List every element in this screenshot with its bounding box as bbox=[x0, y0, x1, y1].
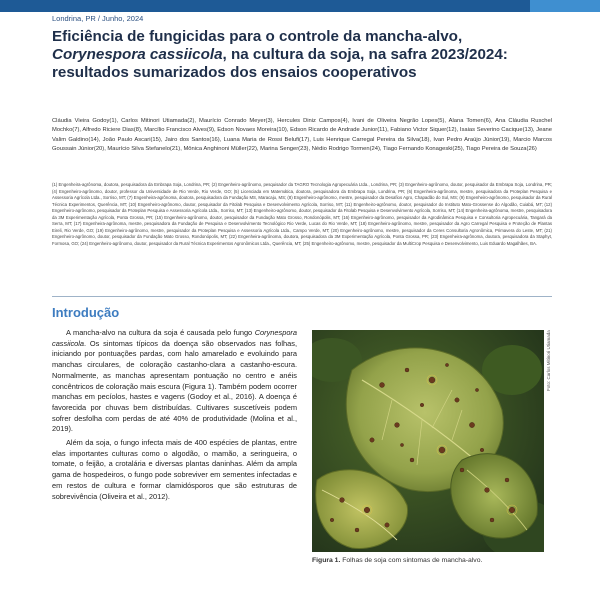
intro-p1-text-b: . Os sintomas típicos da doença são observados nas folhas, iniciando por pontuações pardas, com halo amarelado e evoluindo para manchas circulares, de coloração castanho-clara a castanho-escura. Normalmente, as manchas apresentam pontuação no centro e anéis concêntricos de coloração mais escura (Figura 1). Também podem ocorrer manchas em pecíolos, hastes e vagens (Godoy et al., 2016). A doença é favorecida por chuvas bem distribuídas. Cultivares suscetíveis podem sofrer desfolha com perdas de até 40% de produtividade (Molina et al., 2019). bbox=[52, 338, 297, 434]
dateline: Londrina, PR / Junho, 2024 bbox=[52, 14, 144, 23]
intro-body bbox=[52, 328, 297, 600]
divider bbox=[52, 296, 552, 297]
caption-text: Folhas de soja com sintomas de mancha-alvo. bbox=[340, 557, 483, 564]
header-accent bbox=[530, 0, 600, 12]
section-heading-introduction: Introdução bbox=[52, 305, 120, 320]
intro-p1-text-a: A mancha-alvo na cultura da soja é causada pelo fungo bbox=[66, 328, 255, 337]
header-bar bbox=[0, 0, 600, 12]
title-part1: Eficiência de fungicidas para o controle da mancha-alvo, bbox=[52, 28, 463, 45]
title-part2: , na cultura da soja, na safra 2023/2024: resultados sumarizados dos ensaios cooperativos bbox=[52, 46, 508, 81]
intro-p1-species: Corynespora cassiicola bbox=[52, 328, 297, 348]
document-title bbox=[52, 28, 552, 82]
intro-paragraph-2: Além da soja, o fungo infecta mais de 400 espécies de plantas, entre elas importantes culturas como o algodão, o mamão, a seringueira, o tomate, o feijão, a crotalária e diversas plantas daninhas. Além da ampla gama de hospedeiros, o fungo pode sobreviver em sementes infectadas e em restos de cultura e formar clamidósporos que são estruturas de sobrevivência (Oliveira et al., 2012). bbox=[52, 438, 297, 501]
photo-credit: Foto: Carlos Mitinori Utiamada bbox=[546, 330, 551, 391]
caption-label: Figura 1. bbox=[312, 557, 341, 564]
affiliations: (1) Engenheira-agrônoma, doutora, pesquisadora da Embrapa Soja, Londrina, PR; (2) Engenheiro-agrônomo, pesquisador da TAGRO Tecnologia Agropecuária Ltda., Londrina, PR; (3) Engenheiro-agrônomo, doutor, pesquisador da Embrapa Soja, Londrina, PR; (4) Engenheiro-agrônomo, doutor, professor da Universidade de Rio Verde, Rio Verde, GO; (5) Licenciada em Matemática, doutora, pesquisadora da Embrapa Soja, Londrina, PR; (6) Engenheira-agrônoma, mestre, pesquisadora da Proteplan Pesquisa e Assessoria Agrícola Ltda., Sorriso, MT; (7) Engenheira-agrônoma, doutora, pesquisadora da Fundação MS, Maracaju, MS; (8) Engenheiro-agrônomo, mestre, pesquisador da Desafios Agro, Chapadão do Sul, MS; (9) Engenheiro-agrônomo, pesquisador da Rural Técnica Experimentos, Querência, MT; (10) Engenheiro-agrônomo, doutor, pesquisador da Fitolab Pesquisa e Desenvolvimento Agrícola, Sorriso, MT; (11) Engenheiro-agrônomo, doutor, pesquisador do Instituto Mato-Grossense do Algodão, Cuiabá, MT; (12) Engenheiro-agrônomo, pesquisador da Proteplan Pesquisa e Assessoria Agrícola Ltda., Sorriso, MT; (13) Engenheiro-agrônomo, doutor, pesquisador da Fitolab Pesquisa e Desenvolvimento Agrícola, Sorriso, MT; (14) Engenheira-agrônoma, mestre, pesquisadora da 3M Experimentação Agrícola, Ponta Grossa, PR; (15) Engenheiro-agrônomo, doutor, pesquisador da Fundação Mato Grosso, Rondonópolis, MT; (16) Engenheiro-agrônomo, pesquisador da Agrodinâmica Pesquisa e Consultoria Agropecuária, Tangará da Serra, MT; (17) Engenheira-agrônoma, mestre, pesquisadora da Fundação de Pesquisa e Desenvolvimento Tecnológico Rio Verde, Lucas do Rio Verde, MT; (18) Engenheiro-agrônomo, mestre, pesquisador da Agro Carregal Pesquisa e Proteção de Plantas Eireli, Rio Verde, GO; (19) Engenheiro-agrônomo, mestre, pesquisador da Proteplan Pesquisa e Assessoria Agrícola Ltda., Campo Verde, MT; (20) Engenheiro-agrônomo, mestre, pesquisador da Ceres Consultoria Agronômica, Primavera do Leste, MT; (21) Engenheiro-agrônomo, doutor, pesquisador da Fundação Mato Grosso, Rondonópolis, MT; (22) Engenheira-agrônoma, doutora, pesquisadora da 3M Experimentação Agrícola, Ponta Grossa, PR; (23) Engenheira-agrônoma, doutora, pesquisadora da Staphyt, Formosa, GO; (24) Engenheiro-agrônomo, doutor, pesquisador da Rural Técnica Experimentos Agronômicos Ltda., Querência, MT; (25) Engenheiro-agrônomo, mestre, pesquisador da MultiCrop Pesquisa e Desenvolvimento, Luis Eduardo Magalhães, BA. bbox=[52, 182, 552, 246]
intro-paragraph-1 bbox=[52, 328, 297, 435]
figure-photo-soybean-leaves bbox=[312, 330, 544, 552]
authors-list: Cláudia Vieira Godoy(1), Carlos Mitinori Utiamada(2), Maurício Conrado Meyer(3), Hercules Diniz Campos(4), Ivani de Oliveira Negrão Lopes(5), Alana Tomen(6), Ana Cláudia Ruschel Mochko(7), Alfredo Riciere Dias(8), Marcílio Francisco Alves(9), Edson Novaes Moreira(10), Edson Ricardo de Andrade Junior(11), Fabiano Victor Siquer(12), Isaias Severino Cacique(13), Jeane Valim Galdino(14), João Paulo Ascari(15), Jairo dos Santos(16), Luana Maria de Rossi Belufi(17), Luis Henrique Carregal Pereira da Silva(18), Ivan Pedro Araújo Júnior(19), Marcio Marcos Goussain Júnior(20), Maurício Silva Stefanelo(21), Mônica Anghinoni Müller(22), Marina Senger(23), Nédio Rodrigo Tormen(24), Tiago Fernando Konageski(25), Tiago Pereira de Souza(26) bbox=[52, 118, 552, 153]
title-species: Corynespora cassiicola bbox=[52, 46, 223, 63]
figure-caption bbox=[312, 557, 552, 564]
